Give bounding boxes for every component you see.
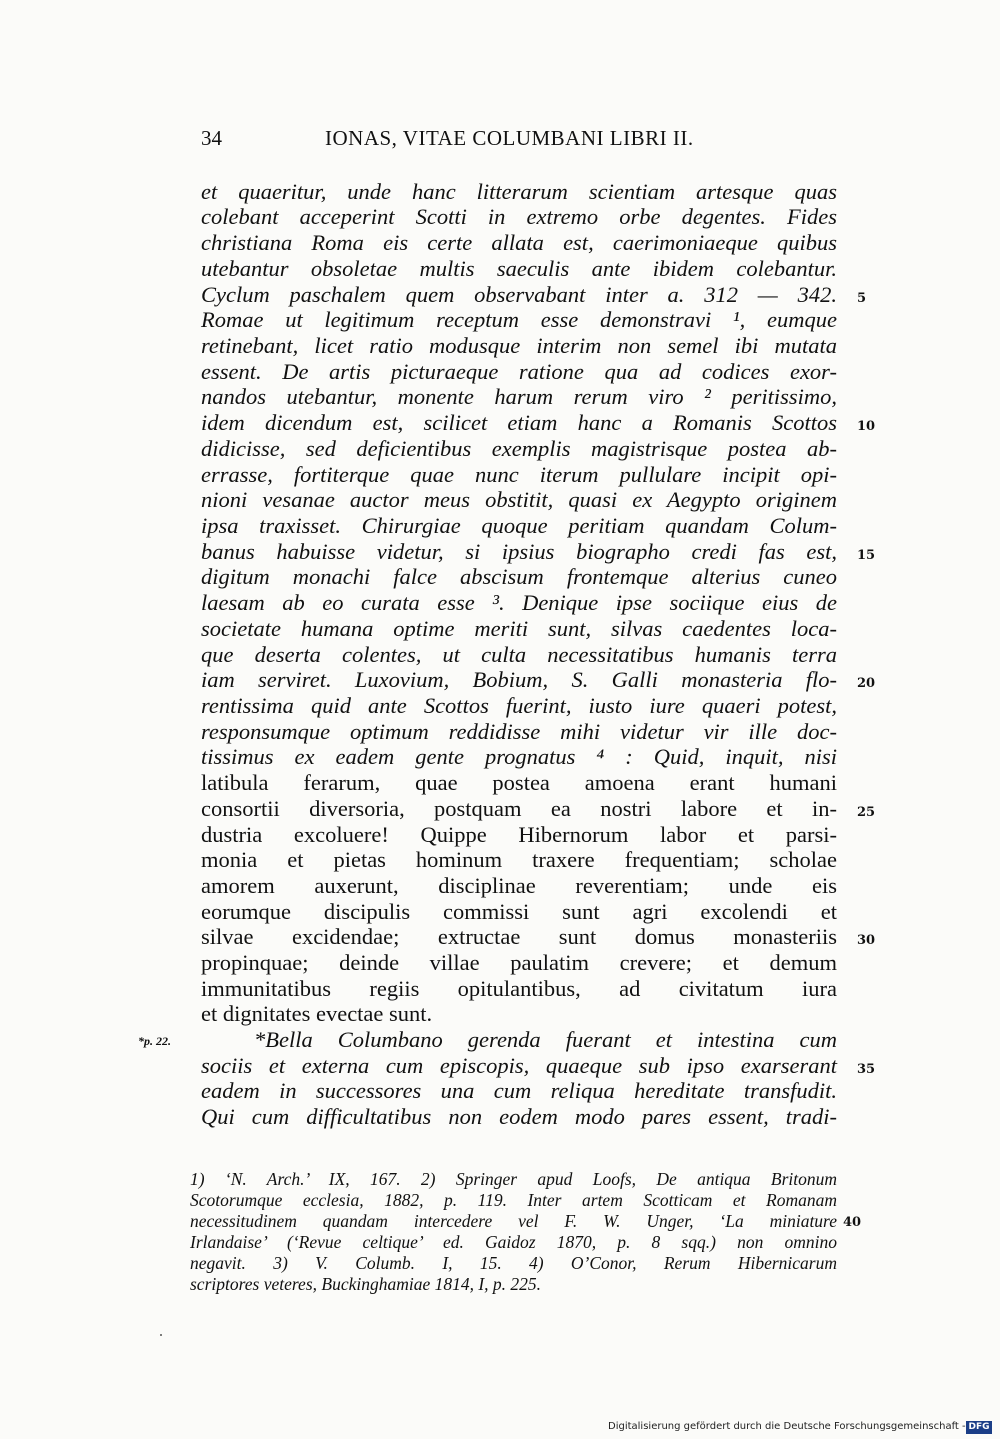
text-line: rentissima quid ante Scottos fuerint, iusto iure quaeri potest, <box>201 693 837 718</box>
text-line: retinebant, licet ratio modusque interim non semel ibi mutata <box>201 333 837 358</box>
text-line: essent. De artis picturaeque ratione qua ad codices exor- <box>201 359 837 384</box>
text-line: responsumque optimum reddidisse mihi videtur vir ille doc- <box>201 719 837 744</box>
text-line: christiana Roma eis certe allata est, caerimoniaeque quibus <box>201 230 837 255</box>
digitization-credit: Digitalisierung gefördert durch die Deutsche Forschungsgemeinschaft - <box>608 1421 966 1432</box>
text-line: dustria excoluere! Quippe Hibernorum labor et parsi- <box>201 822 837 847</box>
text-line: ipsa traxisset. Chirurgiae quoque peritiam quandam Colum- <box>201 513 837 538</box>
text-line: Cyclum paschalem quem observabant inter a. 312 — 342. <box>201 282 837 307</box>
margin-page-reference: *p. 22. <box>138 1034 171 1048</box>
footnote-line: scriptores veteres, Buckinghamiae 1814, I, p. 225. <box>190 1274 542 1294</box>
text-line: Romae ut legitimum receptum esse demonstravi ¹, eumque <box>201 307 837 332</box>
line-number: 35 <box>857 1062 876 1077</box>
text-line: *Bella Columbano gerenda fuerant et intestina cum <box>254 1027 837 1052</box>
line-number: 20 <box>857 676 876 691</box>
text-line: laesam ab eo curata esse ³. Denique ipse sociique eius de <box>201 590 837 615</box>
text-line: iam serviret. Luxovium, Bobium, S. Galli monasteria flo- <box>201 667 837 692</box>
text-line: silvae excidendae; extructae sunt domus monasteriis <box>201 924 837 949</box>
text-line: Qui cum difficultatibus non eodem modo pares essent, tradi- <box>201 1104 837 1129</box>
text-line: que deserta colentes, ut culta necessitatibus humanis terra <box>201 642 837 667</box>
text-line: tissimus ex eadem gente prognatus ⁴ : Quid, inquit, nisi <box>201 744 837 769</box>
text-line: digitum monachi falce abscisum frontemque alterius cuneo <box>201 564 837 589</box>
footnote-line: negavit. 3) V. Columb. I, 15. 4) O’Conor, Rerum Hibernicarum <box>190 1253 837 1273</box>
text-line: nandos utebantur, monente harum rerum viro ² peritissimo, <box>201 384 837 409</box>
text-line: consortii diversoria, postquam ea nostri labore et in- <box>201 796 837 821</box>
footnote-line: Irlandaise’ (‘Revue celtique’ ed. Gaidoz 1870, p. 8 sqq.) non omnino <box>190 1232 837 1252</box>
footnote-line: necessitudinem quandam intercedere vel F. W. Unger, ‘La miniature <box>190 1211 837 1231</box>
text-line: nioni vesanae auctor meus obstitit, quasi ex Aegypto originem <box>201 487 837 512</box>
line-number: 30 <box>857 933 876 948</box>
footnote-line: Scotorumque ecclesia, 1882, p. 119. Inter artem Scotticam et Romanam <box>190 1190 837 1210</box>
text-line: latibula ferarum, quae postea amoena erant humani <box>201 770 837 795</box>
speck <box>160 1334 162 1336</box>
line-number: 5 <box>857 291 867 306</box>
line-number: 25 <box>857 805 876 820</box>
dfg-logo: DFG <box>966 1421 992 1434</box>
text-line: errasse, fortiterque quae nunc iterum pullulare incipit opi- <box>201 462 837 487</box>
line-number: 15 <box>857 548 876 563</box>
text-line: utebantur obsoletae multis saeculis ante ibidem colebantur. <box>201 256 837 281</box>
text-line: eadem in successores una cum reliqua hereditate transfudit. <box>201 1078 837 1103</box>
page-number: 34 <box>201 126 222 150</box>
running-title: IONAS, VITAE COLUMBANI LIBRI II. <box>325 126 694 150</box>
text-line: eorumque discipulis commissi sunt agri excolendi et <box>201 899 837 924</box>
text-line: monia et pietas hominum traxere frequentiam; scholae <box>201 847 837 872</box>
text-line: didicisse, sed deficientibus exemplis magistrisque postea ab- <box>201 436 837 461</box>
running-header <box>0 126 1000 156</box>
text-line: propinquae; deinde villae paulatim crevere; et demum <box>201 950 837 975</box>
text-line: sociis et externa cum episcopis, quaeque sub ipso exarserant <box>201 1053 837 1078</box>
text-line: amorem auxerunt, disciplinae reverentiam; unde eis <box>201 873 837 898</box>
text-line: colebant acceperint Scotti in extremo orbe degentes. Fides <box>201 204 837 229</box>
footnote-line: 1) ‘N. Arch.’ IX, 167. 2) Springer apud Loofs, De antiqua Britonum <box>190 1169 837 1189</box>
footnote-line-number: 40 <box>843 1215 862 1230</box>
text-line: et quaeritur, unde hanc litterarum scientiam artesque quas <box>201 179 837 204</box>
text-line: et dignitates evectae sunt. <box>201 1001 433 1026</box>
text-line: immunitatibus regiis opitulantibus, ad civitatum iura <box>201 976 837 1001</box>
line-number: 10 <box>857 419 876 434</box>
text-line: idem dicendum est, scilicet etiam hanc a Romanis Scottos <box>201 410 837 435</box>
text-line: societate humana optime meriti sunt, silvas caedentes loca- <box>201 616 837 641</box>
text-line: banus habuisse videtur, si ipsius biographo credi fas est, <box>201 539 837 564</box>
